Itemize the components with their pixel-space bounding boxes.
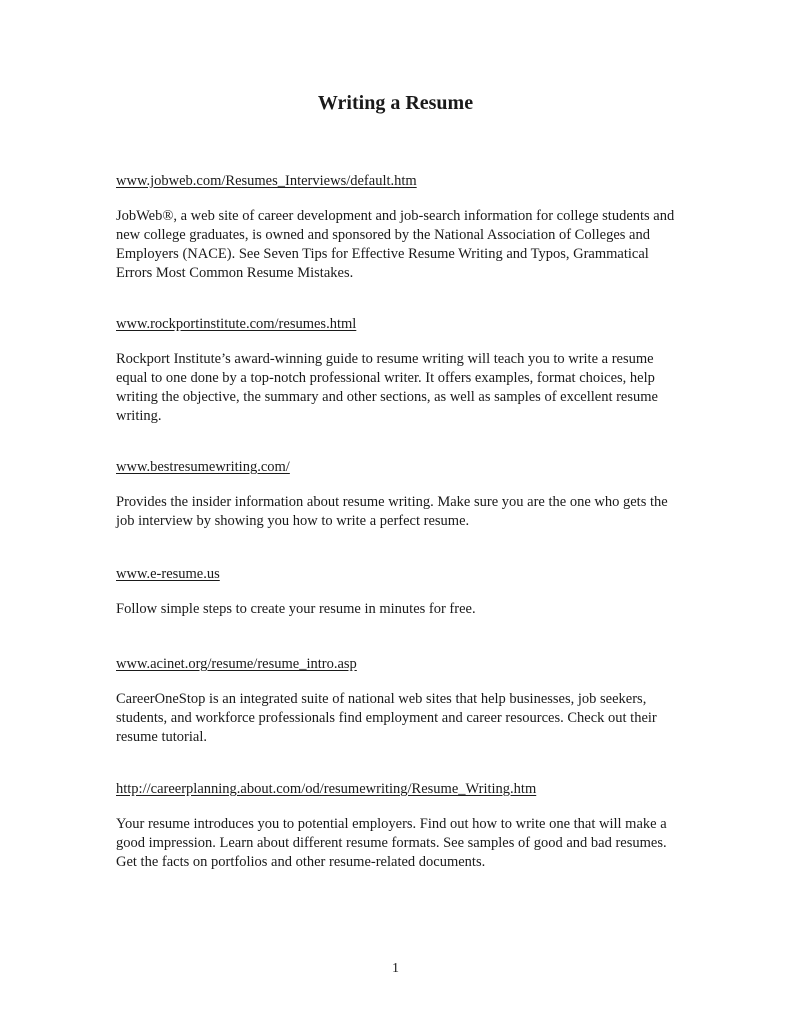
resource-entry-careerplanning xyxy=(116,780,686,872)
resource-entry-rockport xyxy=(116,315,686,426)
resource-entry-acinet xyxy=(116,655,686,747)
resource-link-careerplanning[interactable]: http://careerplanning.about.com/od/resumewriting/Resume_Writing.htm xyxy=(116,781,537,797)
resource-link-jobweb[interactable]: www.jobweb.com/Resumes_Interviews/default.htm xyxy=(116,173,417,189)
resource-entry-bestresumewriting xyxy=(116,458,686,531)
resource-description-jobweb: JobWeb®, a web site of career development and job-search information for college students and new college graduates, is owned and sponsored by the National Association of Colleges and Employers (NACE). See Seven Tips for Effective Resume Writing and Typos, Grammatical Errors Most Common Resume Mistakes. xyxy=(116,208,675,281)
resource-description-bestresumewriting: Provides the insider information about resume writing. Make sure you are the one who gets the job interview by showing you how to write a perfect resume. xyxy=(116,494,668,529)
resource-description-eresume: Follow simple steps to create your resume in minutes for free. xyxy=(116,601,476,617)
resource-link-eresume[interactable]: www.e-resume.us xyxy=(116,566,220,582)
resource-description-careerplanning: Your resume introduces you to potential employers. Find out how to write one that will make a good impression. Learn about different resume formats. See samples of good and bad resumes. Get the facts on portfolios and other resume-related documents. xyxy=(116,816,667,870)
page-title: Writing a Resume xyxy=(317,92,474,114)
resource-description-rockport: Rockport Institute’s award-winning guide to resume writing will teach you to write a resume equal to one done by a top-notch professional writer. It offers examples, format choices, help writing the objective, the summary and other sections, as well as samples of excellent resume writing. xyxy=(116,351,658,424)
resource-entry-eresume xyxy=(116,565,686,619)
resource-link-bestresumewriting[interactable]: www.bestresumewriting.com/ xyxy=(116,459,290,475)
resource-link-rockport[interactable]: www.rockportinstitute.com/resumes.html xyxy=(116,316,357,332)
resource-entry-jobweb xyxy=(116,172,686,283)
resource-link-acinet[interactable]: www.acinet.org/resume/resume_intro.asp xyxy=(116,656,357,672)
resource-description-acinet: CareerOneStop is an integrated suite of national web sites that help businesses, job seekers, students, and workforce professionals find employment and career resources. Check out their resume tutorial. xyxy=(116,691,657,745)
page-number: 1 xyxy=(392,961,399,976)
